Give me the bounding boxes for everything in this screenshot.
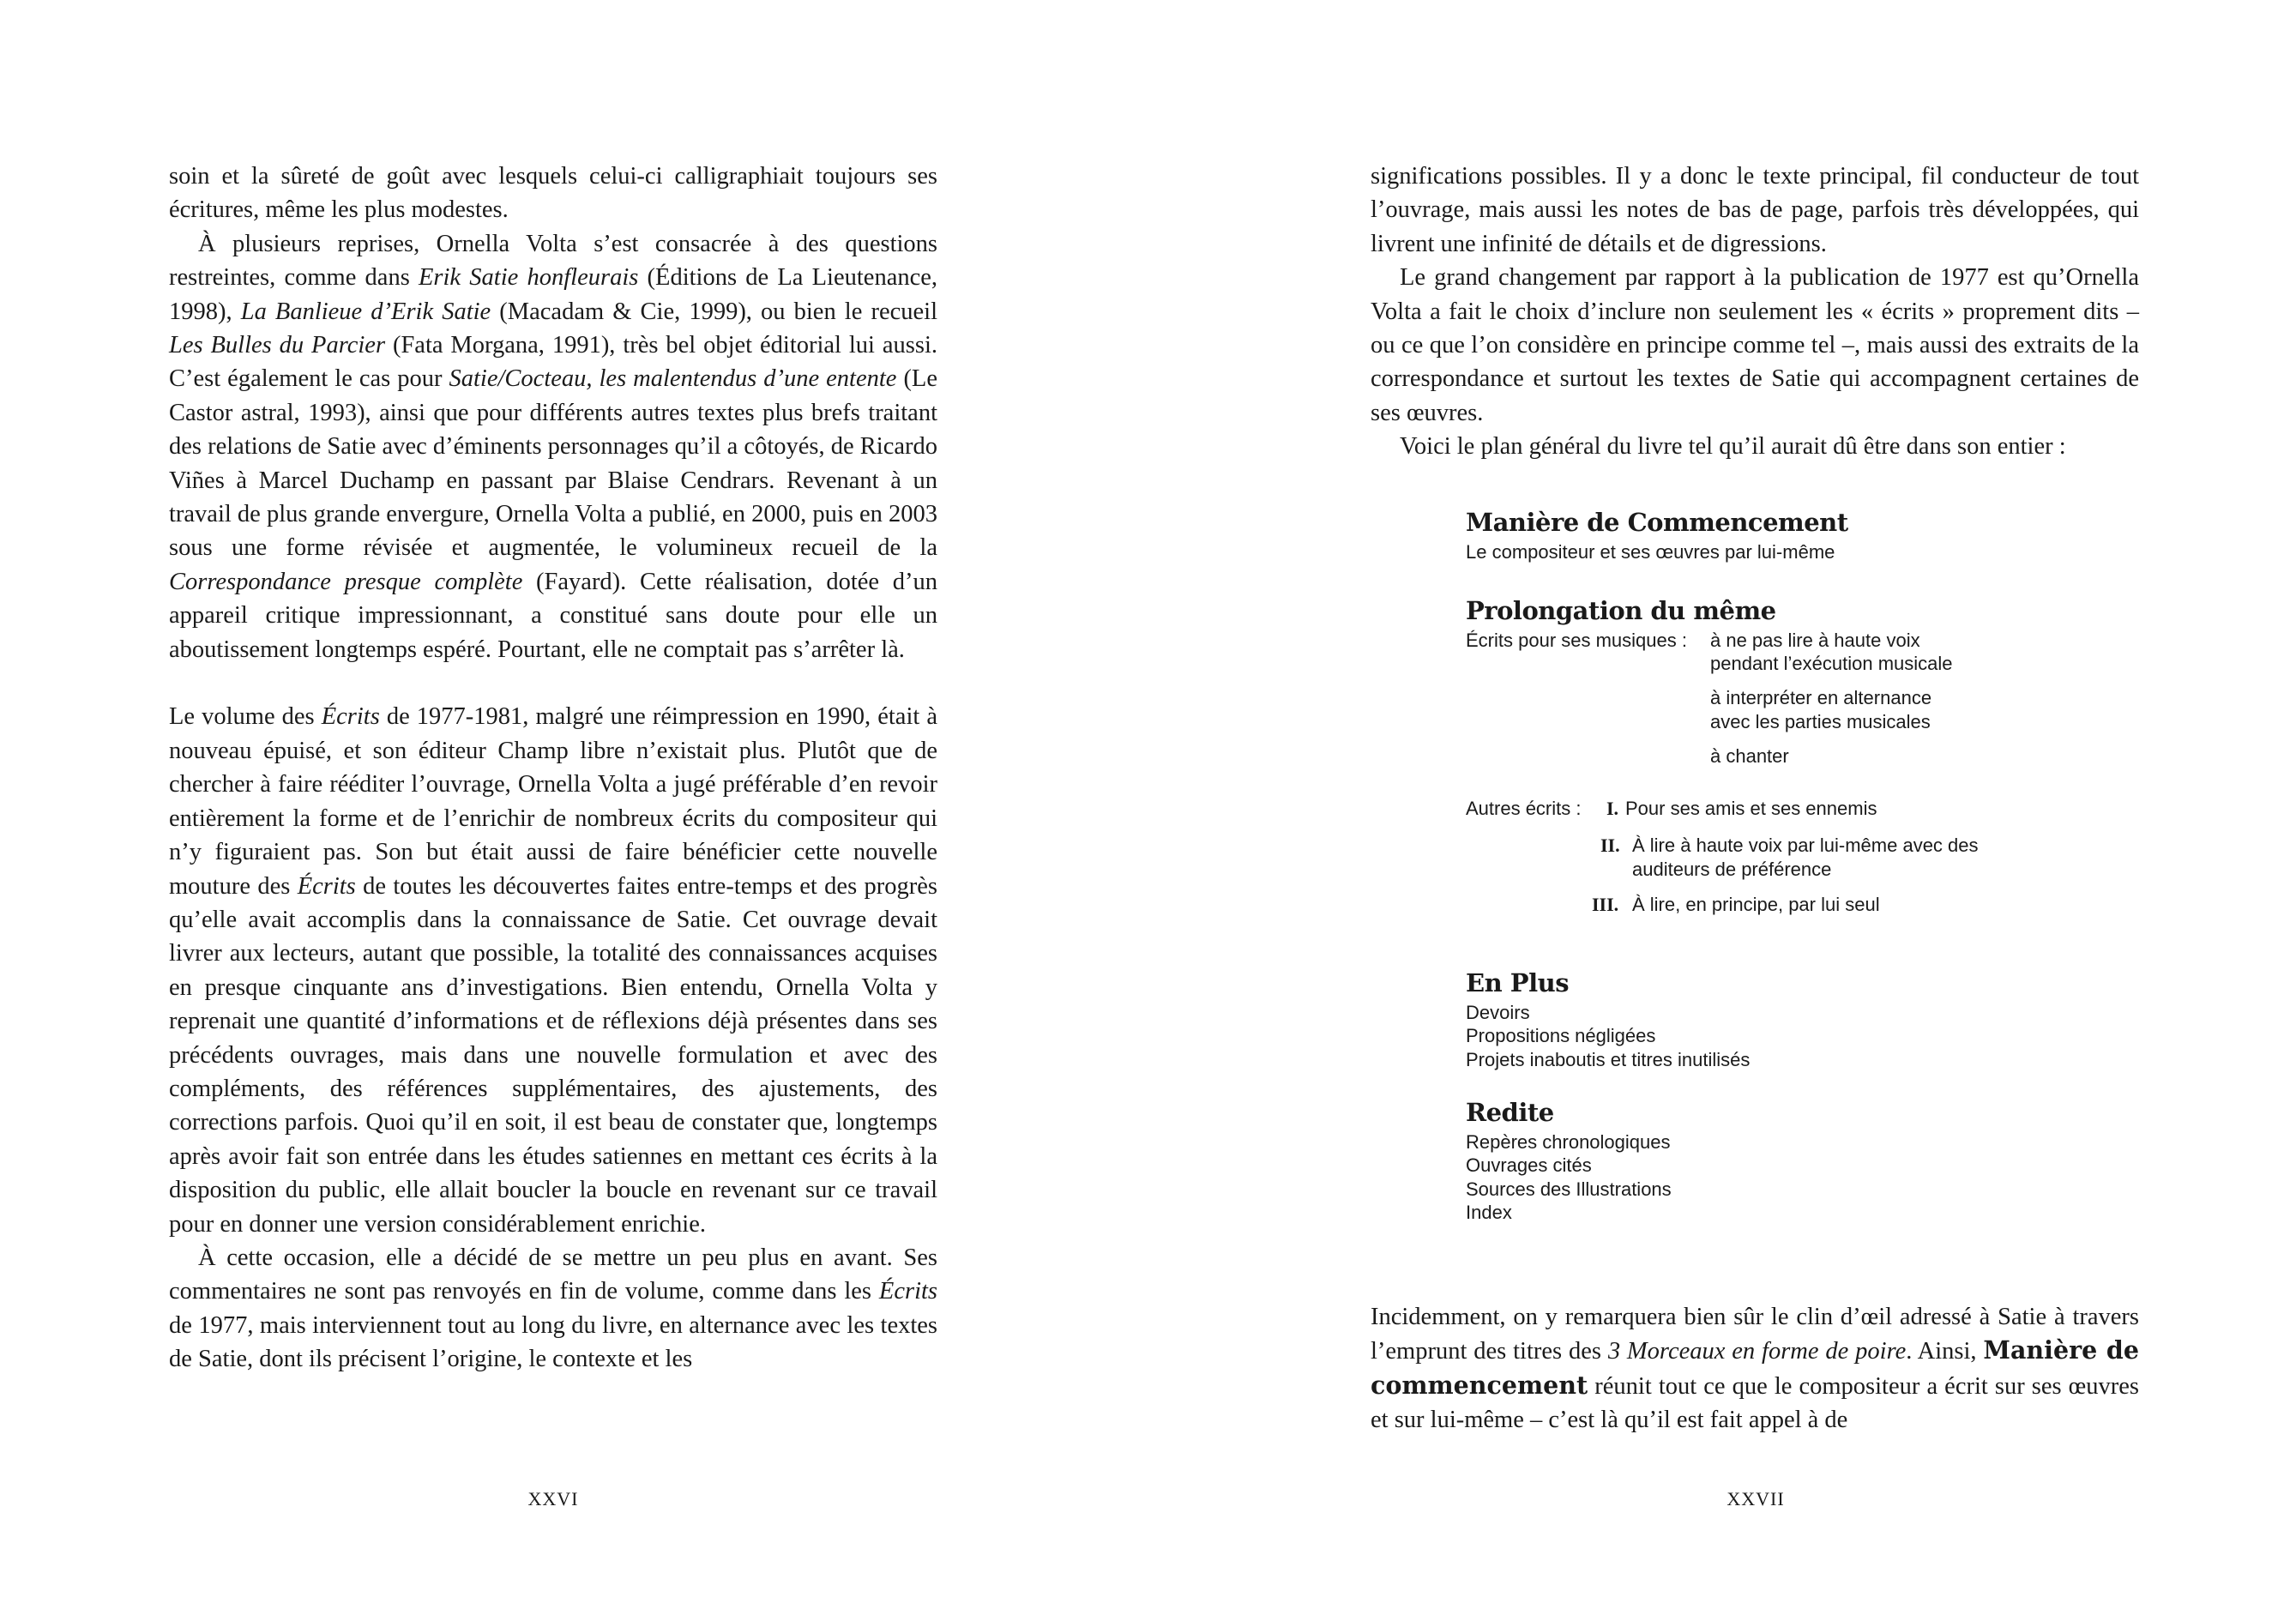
text-run: (Le Castor astral, 1993), ainsi que pour différents autres textes plus brefs traitant des relations de Satie avec d’éminents personnages qu’il a côtoyés, de Ricardo Viñes à Marcel Duchamp en passant par Blaise Cendrars. Revenant à un travail de plus grande envergure, Ornella Volta a publié, en 2000, puis en 2003 sous une forme révisée et augmentée, le volumineux recueil de la: [169, 365, 937, 562]
paragraph: [169, 160, 937, 227]
closing-paragraph: Incidemment, on y remarquera bien sûr le clin d’œil adressé à Satie à travers l’emprunt des titres des 3 Morceaux en forme de poire. Ainsi, Manière de commencement réunit tout ce que le compositeur a écrit sur ses œuvres et sur lui-même – c’est là qu’il est fait appel à de: [1371, 1304, 2139, 1434]
roman-numeral: I.: [1606, 798, 1619, 819]
roman-numeral: II.: [1600, 835, 1620, 856]
text-run: Voici le plan général du livre tel qu’il aurait dû être dans son entier :: [1400, 433, 2066, 461]
outline-item: Repères chronologiques: [1466, 1131, 1671, 1153]
outline-section-title: Redite: [1466, 1098, 1554, 1127]
italic-title: Correspondance presque complète: [169, 568, 523, 595]
outline-section-title: Manière de Commencement: [1466, 508, 1848, 537]
outline-section-title: En Plus: [1466, 968, 1570, 997]
outline-label: Écrits pour ses musiques :: [1466, 630, 1687, 651]
outline-item: Propositions négligées: [1466, 1025, 1656, 1046]
outline-label: Autres écrits :: [1466, 798, 1582, 819]
outline-item: Ouvrages cités: [1466, 1154, 1592, 1176]
outline-section-title: Prolongation du même: [1466, 596, 1776, 625]
text-run: de toutes les découvertes faites entre-temps et des progrès qu’elle avait accomplis dans la connaissance de Satie. Cet ouvrage devait livrer aux lecteurs, autant que possible, la totalité des connaissances acquises en presque cinquante ans d’investigations. Bien entendu, Ornella Volta y reprenait une quantité d’informations et de réflexions déjà présentes dans ses précédents ouvrages, mais dans une nouvelle formulation et avec des compléments, des références supplémentaires, des ajustements, des corrections parfois. Quoi qu’il en soit, il est beau de constater que, longtemps après avoir fait son entrée dans les études satiennes en mettant ces écrits à la disposition du public, elle allait boucler la boucle en revenant sur ce travail pour en donner une version considérablement enrichie.: [169, 872, 937, 1238]
outline-item: À lire, en principe, par lui seul: [1632, 894, 1880, 915]
outline-item: Sources des Illustrations: [1466, 1178, 1672, 1200]
outline-subtitle: Le compositeur et ses œuvres par lui-même: [1466, 541, 1835, 563]
text-run: À cette occasion, elle a décidé de se mettre un peu plus en avant. Ses commentaires ne sont pas renvoyés en fin de volume, comme dans les: [169, 1244, 937, 1305]
italic-title: La Banlieue d’Erik Satie: [240, 298, 491, 325]
outline-item: à interpréter en alternance: [1710, 687, 1932, 708]
italic-title: Erik Satie honfleurais: [419, 264, 639, 292]
italic-title: Écrits: [297, 872, 356, 900]
text-run: (Éditions de La Lieutenance, 1998),: [169, 264, 938, 325]
text-run: de 1977, mais interviennent tout au long du livre, en alternance avec les textes de Satie, dont ils précisent l’origine, le contexte et les: [169, 1311, 937, 1373]
outline-item: à chanter: [1710, 745, 1789, 767]
text-run: de 1977-1981, malgré une réimpression en 1990, était à nouveau épuisé, et son éditeur Champ libre n’existait plus. Plutôt que de chercher à faire rééditer l’ouvrage, Ornella Volta a jugé préférable d’en revoir entièrement la forme et de l’enrichir de nombreux écrits du compositeur qui n’y figuraient pas. Son but était aussi de faire bénéficier cette nouvelle mouture des: [169, 703, 937, 900]
text-run: soin et la sûreté de goût avec lesquels celui-ci calligraphiait toujours ses écritures, même les plus modestes.: [169, 163, 937, 224]
left-page-text: [169, 160, 937, 1377]
right-page-text: [1371, 160, 2139, 464]
paragraph: [1371, 430, 2139, 463]
outline-item: à ne pas lire à haute voix: [1710, 630, 1920, 651]
outline-item: Projets inaboutis et titres inutilisés: [1466, 1049, 1751, 1070]
text-run: significations possibles. Il y a donc le texte principal, fil conducteur de tout l’ouvrage, mais aussi les notes de bas de page, parfois très développées, qui livrent une infinité de détails et de digressions.: [1371, 163, 2139, 257]
outline-item: pendant l’exécution musicale: [1710, 653, 1953, 674]
page-number-left: XXVI: [527, 1488, 579, 1510]
text-run: À plusieurs reprises, Ornella Volta s’est consacrée à des questions restreintes, comme dans: [169, 230, 937, 292]
text-run: (Fayard). Cette réalisation, dotée d’un appareil critique impressionnant, a constitué sans doute pour elle un aboutissement longtemps espéré. Pourtant, elle ne comptait pas s’arrêter là.: [169, 568, 937, 663]
outline-item: auditeurs de préférence: [1632, 859, 1832, 880]
roman-numeral: III.: [1592, 894, 1619, 915]
italic-title: Les Bulles du Parcier: [169, 332, 386, 359]
paragraph: [169, 1241, 937, 1377]
outline-item: Devoirs: [1466, 1002, 1530, 1023]
page-number-right: XXVII: [1727, 1488, 1785, 1510]
paragraph: [1371, 261, 2139, 430]
text-run: Le volume des: [169, 703, 322, 731]
italic-title: Satie/Cocteau, les malentendus d’une entente: [449, 365, 897, 393]
text-run: (Fata Morgana, 1991), très bel objet éditorial lui aussi. C’est également le cas pour: [169, 332, 937, 393]
outline-item: Index: [1466, 1202, 1512, 1223]
paragraph: [169, 700, 937, 1241]
text-run: (Macadam & Cie, 1999), ou bien le recueil: [491, 298, 937, 325]
outline-item: avec les parties musicales: [1710, 711, 1931, 732]
outline-item: Pour ses amis et ses ennemis: [1625, 798, 1877, 819]
italic-title: Écrits: [878, 1278, 937, 1305]
outline-item: À lire à haute voix par lui-même avec des: [1632, 835, 1979, 856]
italic-title: Écrits: [321, 703, 380, 731]
paragraph: [169, 227, 937, 666]
paragraph: [1371, 160, 2139, 261]
text-run: Le grand changement par rapport à la publication de 1977 est qu’Ornella Volta a fait le choix d’inclure non seulement les « écrits » proprement dits – ou ce que l’on considère en principe comme tel –, mais aussi des extraits de la correspondance et surtout les textes de Satie qui accompagnent certaines de ses œuvres.: [1371, 264, 2139, 426]
